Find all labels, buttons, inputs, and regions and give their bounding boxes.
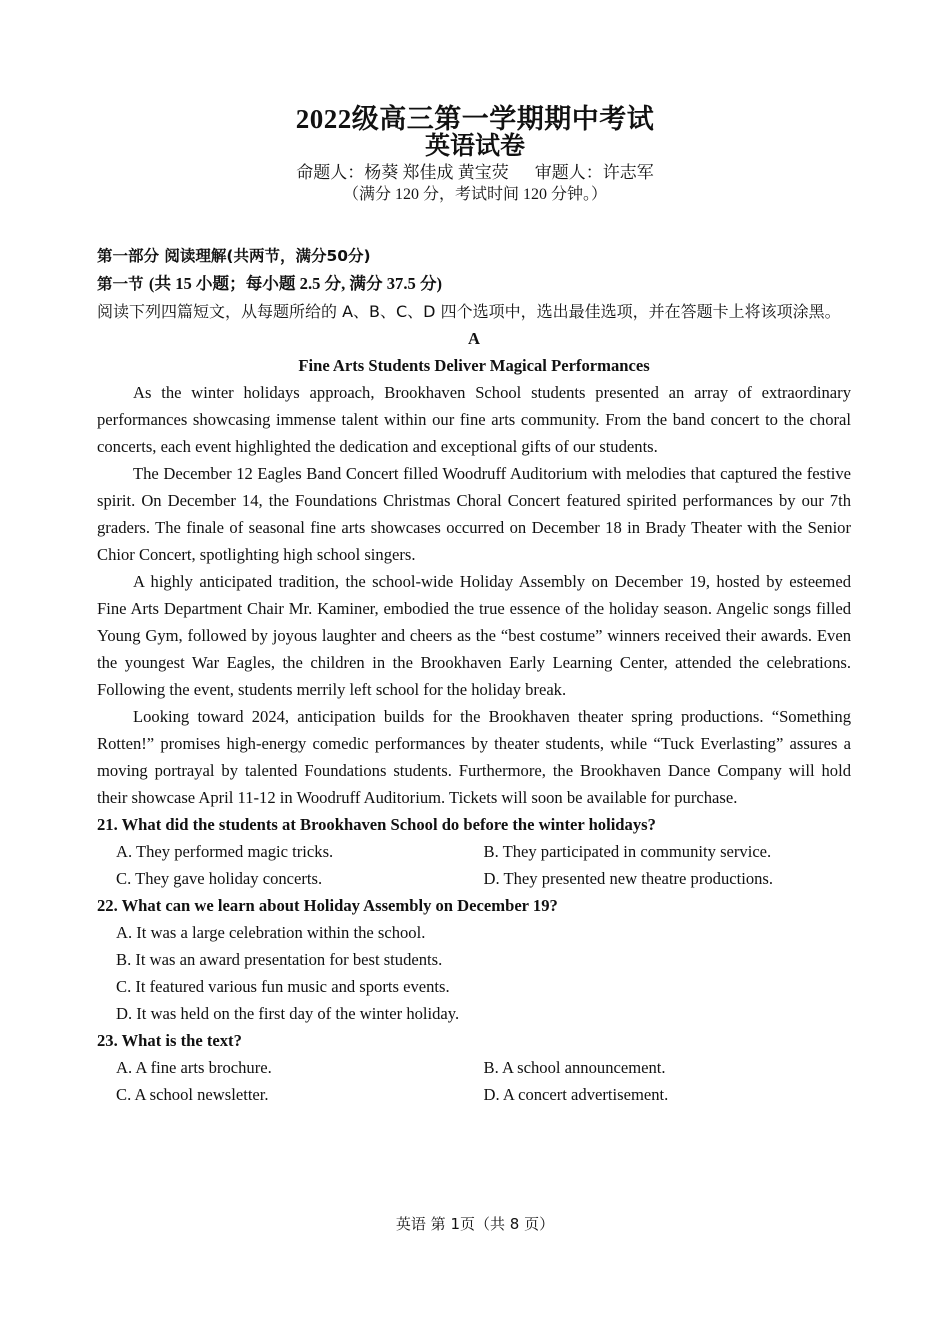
option-d: D. A concert advertisement. — [483, 1085, 669, 1104]
question-23: 23. What is the text? — [97, 1031, 242, 1050]
section-detail: (共 15 小题；每小题 2.5 分, 满分 37.5 分) — [148, 274, 443, 293]
question-22: 22. What can we learn about Holiday Assembly on December 19? — [97, 896, 558, 915]
option-a: A. A fine arts brochure. — [116, 1058, 272, 1077]
option-d: D. They presented new theatre productions. — [483, 869, 774, 888]
question-authors: 命题人：杨葵 郑佳成 黄宝荧 — [296, 163, 509, 182]
passage-paragraph: The December 12 Eagles Band Concert filled Woodruff Auditorium with melodies that captured the festive spirit. On December 14, the Foundations Christmas Choral Concert featured spirited performances by our 7th graders. The finale of seasonal fine arts showcases occurred on December 18 in Brady Theater with the Senior Chior Concert, spotlighting high school singers. — [97, 464, 851, 564]
passage-paragraph: A highly anticipated tradition, the school-wide Holiday Assembly on December 19, hosted by esteemed Fine Arts Department Chair Mr. Kaminer, embodied the true essence of the holiday season. Angelic songs filled Young Gym, followed by joyous laughter and cheers as the “best costume” winners received their awards. Even the youngest War Eagles, the children in the Brookhaven Early Learning Center, attended the celebrations. Following the event, students merrily left school for the holiday break. — [97, 572, 851, 699]
exam-subtitle: 英语试卷 — [424, 133, 525, 160]
page-footer: 英语 第 1页（共 8 页） — [395, 1215, 555, 1233]
option-c: C. A school newsletter. — [116, 1085, 269, 1104]
question-23-options-row — [97, 1054, 851, 1081]
option-b: B. It was an award presentation for best students. — [116, 950, 443, 969]
passage-title: Fine Arts Students Deliver Magical Performances — [298, 356, 650, 375]
passage-letter: A — [468, 329, 480, 348]
question-21-options-row — [97, 838, 851, 865]
option-b: B. They participated in community service. — [483, 842, 772, 861]
question-21-options-row — [97, 865, 851, 892]
section-label: 第一节 — [97, 275, 144, 293]
instructions: 阅读下列四篇短文，从每题所给的 A、B、C、D 四个选项中，选出最佳选项，并在答题卡上将该项涂黑。 — [97, 302, 841, 321]
question-21: 21. What did the students at Brookhaven School do before the winter holidays? — [97, 815, 656, 834]
question-23-options-row — [97, 1081, 851, 1108]
option-a: A. They performed magic tricks. — [116, 842, 334, 861]
exam-title: 2022级高三第一学期期中考试 — [295, 104, 655, 134]
exam-content — [97, 243, 851, 1108]
reviewer: 审题人：许志军 — [534, 163, 654, 182]
part-title: 第一部分 阅读理解(共两节，满分50分) — [97, 247, 371, 265]
authors-line — [0, 162, 950, 184]
option-a: A. It was a large celebration within the school. — [116, 923, 426, 942]
exam-header — [0, 104, 950, 206]
section-title — [97, 270, 851, 298]
exam-note: （满分 120 分，考试时间 120 分钟。） — [342, 186, 607, 203]
option-d: D. It was held on the first day of the winter holiday. — [116, 1004, 460, 1023]
passage-paragraph: Looking toward 2024, anticipation builds for the Brookhaven theater spring productions. “Something Rotten!” promises high-energy comedic performances by theater students, while “Tuck Everlasting” assures a moving portrayal by talented Foundations students. Furthermore, the Brookhaven Dance Company will hold their showcase April 11-12 in Woodruff Auditorium. Tickets will soon be available for purchase. — [97, 707, 851, 807]
option-c: C. It featured various fun music and sports events. — [116, 977, 450, 996]
passage-paragraph: As the winter holidays approach, Brookhaven School students presented an array of extraordinary performances showcasing immense talent within our fine arts community. From the band concert to the choral concerts, each event highlighted the dedication and exceptional gifts of our students. — [97, 383, 851, 456]
option-c: C. They gave holiday concerts. — [116, 869, 323, 888]
option-b: B. A school announcement. — [483, 1058, 666, 1077]
